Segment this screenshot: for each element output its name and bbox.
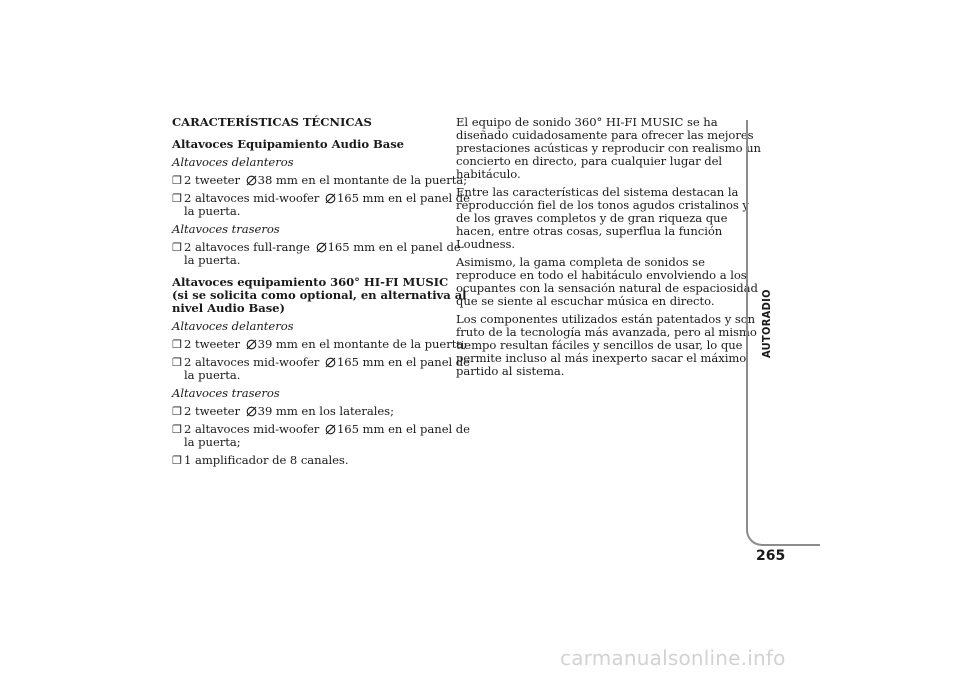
- checkbox-bullet-icon: ❐: [172, 241, 182, 254]
- checkbox-bullet-icon: ❐: [172, 405, 182, 418]
- paragraph: Asimismo, la gama completa de sonidos se reproduce en todo el habitáculo envolviendo a los ocupantes con la sensación natural de espaciosidad que se siente al escuchar música en directo.: [456, 255, 758, 308]
- section-title: CARACTERÍSTICAS TÉCNICAS: [172, 115, 372, 129]
- page-number: 265: [756, 548, 786, 564]
- list-item: ❐ 2 altavoces mid-woofer 165 mm en el panel de la puerta.: [172, 191, 470, 218]
- base-rear-label: Altavoces traseros: [172, 222, 280, 236]
- paragraph: Los componentes utilizados están patentados y son fruto de la tecnología más avanzada, pero al mismo tiempo resultan fáciles y sencillos de usar, lo que permite incluso al más inexperto sacar el máximo partido al sistema.: [456, 312, 757, 378]
- paragraph: El equipo de sonido 360° HI-FI MUSIC se ha diseñado cuidadosamente para ofrecer las mejores prestaciones acústicas y reproducir con realismo un concierto en directo, para cualquier lugar del habitáculo.: [456, 115, 761, 181]
- list-item: ❐ 2 altavoces full-range 165 mm en el panel de la puerta.: [172, 240, 461, 267]
- diameter-icon: [325, 193, 336, 204]
- checkbox-bullet-icon: ❐: [172, 174, 182, 187]
- base-front-label: Altavoces delanteros: [172, 155, 294, 169]
- diameter-icon: [316, 242, 327, 253]
- list-item: ❐ 2 altavoces mid-woofer 165 mm en el panel de la puerta.: [172, 355, 470, 382]
- chapter-tab: [746, 120, 820, 546]
- chapter-label: AUTORADIO: [760, 289, 773, 358]
- hifi-front-label: Altavoces delanteros: [172, 319, 294, 333]
- list-item: ❐ 2 tweeter 38 mm en el montante de la puerta;: [172, 173, 468, 187]
- checkbox-bullet-icon: ❐: [172, 356, 182, 369]
- diameter-icon: [246, 339, 257, 350]
- diameter-icon: [246, 175, 257, 186]
- diameter-icon: [246, 406, 257, 417]
- checkbox-bullet-icon: ❐: [172, 192, 182, 205]
- left-column: [172, 115, 470, 467]
- hifi-rear-label: Altavoces traseros: [172, 386, 280, 400]
- checkbox-bullet-icon: ❐: [172, 338, 182, 351]
- list-item: ❐ 1 amplificador de 8 canales.: [172, 453, 349, 467]
- checkbox-bullet-icon: ❐: [172, 454, 182, 467]
- watermark: carmanualsonline.info: [560, 646, 786, 670]
- diameter-icon: [325, 357, 336, 368]
- diameter-icon: [325, 424, 336, 435]
- hifi-heading: Altavoces equipamiento 360° HI-FI MUSIC (si se solicita como optional, en alternativa al nivel Audio Base): [172, 275, 467, 315]
- checkbox-bullet-icon: ❐: [172, 423, 182, 436]
- right-column: [456, 115, 761, 383]
- base-audio-heading: Altavoces Equipamiento Audio Base: [172, 137, 405, 151]
- list-item: ❐ 2 tweeter 39 mm en el montante de la puerta;: [172, 337, 468, 351]
- list-item: ❐ 2 tweeter 39 mm en los laterales;: [172, 404, 394, 418]
- paragraph: Entre las características del sistema destacan la reproducción fiel de los tonos agudos cristalinos y de los graves completos y de gran riqueza que hacen, entre otras cosas, superflua la función Loudness.: [456, 185, 749, 251]
- list-item: ❐ 2 altavoces mid-woofer 165 mm en el panel de la puerta;: [172, 422, 470, 449]
